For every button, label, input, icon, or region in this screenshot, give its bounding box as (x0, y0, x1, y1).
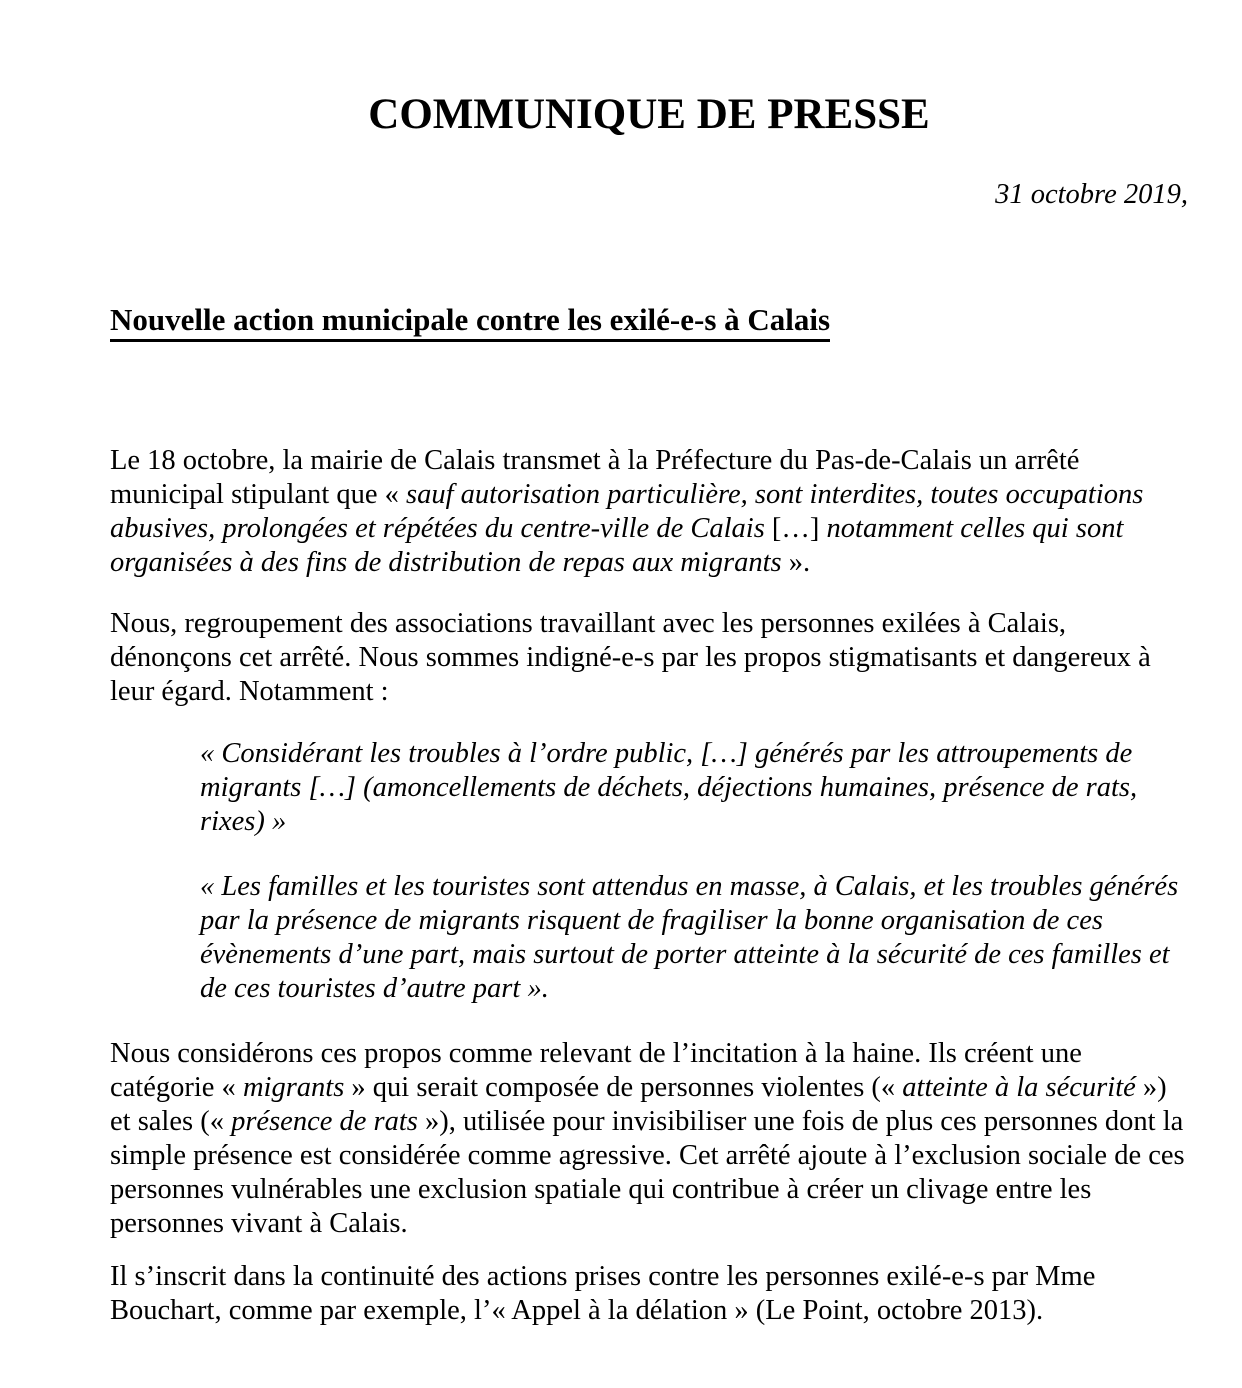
text-segment: Il s’inscrit dans la continuité des actions prises contre les personnes exilé-e-s par Mme Bouchart, comme par exemple, l’« Appel à la délation » (Le Point, octobre 2013). (110, 1261, 1096, 1326)
text-segment: Nous considérons ces propos comme relevant de l’incitation à la haine. Ils créent une catégorie « (110, 1038, 1082, 1103)
text-segment: Le 18 octobre, la mairie de Calais transmet à la Préfecture du Pas-de-Calais un arrêté municipal stipulant que « (110, 445, 1080, 510)
text-segment: » qui serait composée de personnes violentes (« (344, 1072, 903, 1103)
text-segment: »), utilisée pour invisibiliser une fois de plus ces personnes dont la simple présence est considérée comme agressive. Cet arrêté ajoute à l’exclusion sociale de ces personnes vulnérables une exclusion spatiale qui contribue à créer un clivage entre les personnes vivant à Calais. (110, 1106, 1185, 1239)
paragraph-incitation (110, 1037, 1188, 1241)
text-segment-italic: notamment celles qui sont organisées à des fins de distribution de repas aux migrants (110, 513, 1124, 578)
text-segment: ». (788, 547, 811, 578)
headline-text: Nouvelle action municipale contre les exilé-e-s à Calais (110, 302, 830, 342)
text-segment-italic: « Considérant les troubles à l’ordre public, […] générés par les attroupements de migrants […] (amoncellements de déchets, déjections humaines, présence de rats, rixes) » (200, 738, 1138, 837)
date-line: 31 octobre 2019, (995, 179, 1188, 210)
headline (110, 300, 1188, 340)
text-segment: […] (771, 513, 827, 544)
paragraph-arrete (110, 444, 1188, 580)
paragraph-continuite (110, 1260, 1188, 1328)
blockquote-1 (200, 737, 1188, 839)
text-segment: ») et sales (« (110, 1072, 1167, 1137)
text-segment-italic: sauf autorisation particulière, sont interdites, toutes occupations abusives, prolongées et répétées du centre-ville de Calais (110, 479, 1144, 544)
paragraph-denonciation (110, 607, 1188, 709)
text-segment-italic: atteinte à la sécurité (902, 1072, 1136, 1103)
document-title: COMMUNIQUE DE PRESSE (368, 91, 930, 138)
text-segment: Nous, regroupement des associations travaillant avec les personnes exilées à Calais, dénonçons cet arrêté. Nous sommes indigné-e-s par les propos stigmatisants et dangereux à leur égard. Notamment : (110, 608, 1151, 707)
text-segment-italic: présence de rats (231, 1106, 418, 1137)
text-segment-italic: « Les familles et les touristes sont attendus en masse, à Calais, et les troubles générés par la présence de migrants risquent de fragiliser la bonne organisation de ces évènements d’une part, mais surtout de porter atteinte à la sécurité de ces familles et de ces touristes d’autre part ». (200, 871, 1179, 1004)
text-segment-italic: migrants (242, 1072, 345, 1103)
blockquote-2 (200, 870, 1188, 1006)
